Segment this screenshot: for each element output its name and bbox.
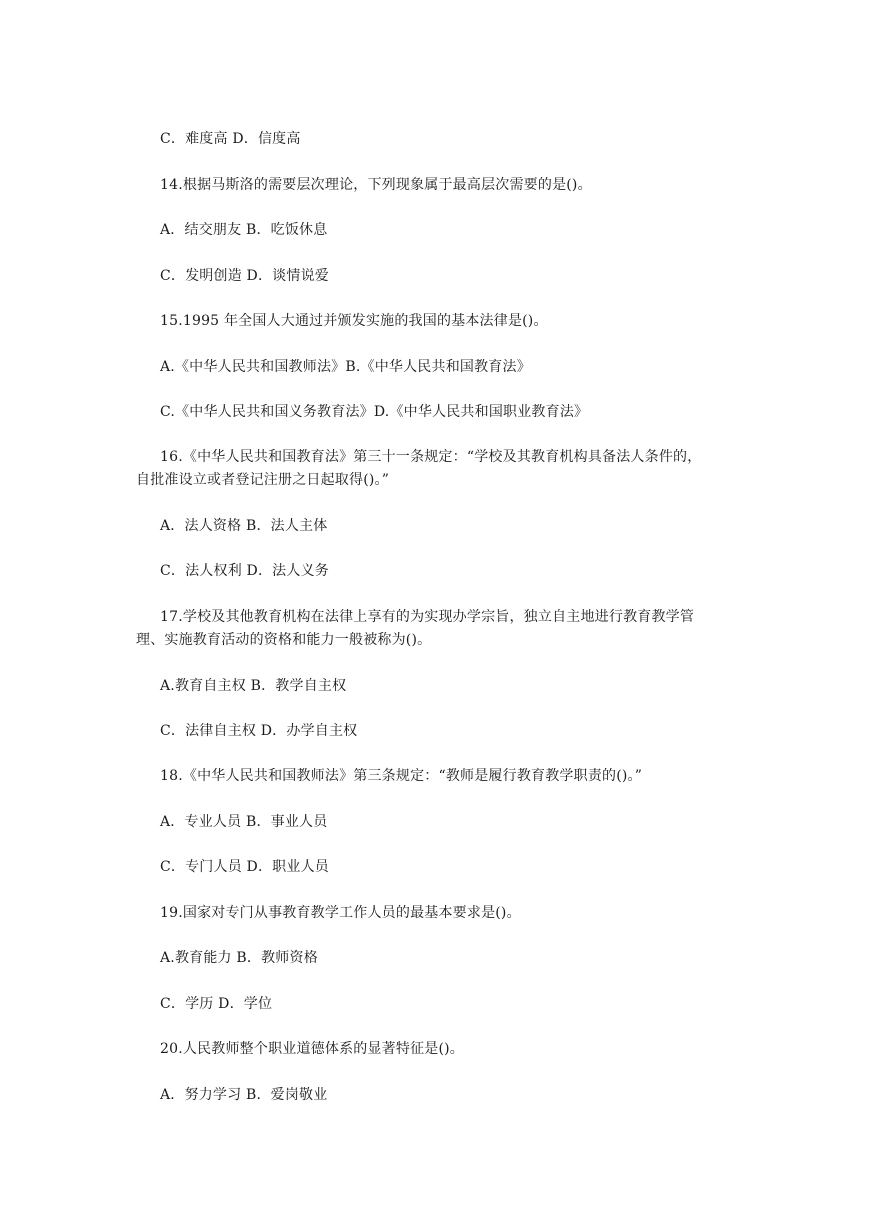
- q20-stem: 20.人民教师整个职业道德体系的显著特征是()。: [160, 1041, 464, 1057]
- q14-options-cd: C．发明创造 D．谈情说爱: [160, 268, 329, 284]
- q20-options-ab: A．努力学习 B．爱岗敬业: [160, 1087, 328, 1103]
- q18-options-ab: A．专业人员 B．事业人员: [160, 814, 328, 830]
- q18-stem: 18.《中华人民共和国教师法》第三条规定：“教师是履行教育教学职责的()。”: [160, 768, 643, 784]
- q19-options-ab: A.教育能力 B．教师资格: [160, 950, 318, 966]
- q18-options-cd: C．专门人员 D．职业人员: [160, 859, 329, 875]
- q15-stem: 15.1995 年全国人大通过并颁发实施的我国的基本法律是()。: [160, 313, 548, 329]
- q17-stem-line2: 理、实施教育活动的资格和能力一般被称为()。: [136, 632, 432, 648]
- q17-stem: [136, 606, 736, 652]
- q13-options-cd: C．难度高 D．信度高: [160, 131, 301, 147]
- q17-stem-line1: 17.学校及其他教育机构在法律上享有的为实现办学宗旨，独立自主地进行教育教学管: [160, 609, 695, 625]
- q14-stem: 14.根据马斯洛的需要层次理论，下列现象属于最高层次需要的是()。: [160, 177, 592, 193]
- q16-stem: [136, 446, 736, 492]
- q16-options-ab: A．法人资格 B．法人主体: [160, 518, 328, 534]
- q19-options-cd: C．学历 D．学位: [160, 996, 273, 1012]
- q14-options-ab: A．结交朋友 B．吃饭休息: [160, 222, 328, 238]
- q15-options-cd: C.《中华人民共和国义务教育法》D.《中华人民共和国职业教育法》: [160, 404, 589, 420]
- q16-stem-line1: 16.《中华人民共和国教育法》第三十一条规定：“学校及其教育机构具备法人条件的，: [160, 449, 702, 465]
- q17-options-cd: C．法律自主权 D．办学自主权: [160, 723, 358, 739]
- q15-options-ab: A.《中华人民共和国教师法》B.《中华人民共和国教育法》: [160, 359, 531, 375]
- q19-stem: 19.国家对专门从事教育教学工作人员的最基本要求是()。: [160, 905, 521, 921]
- q17-options-ab: A.教育自主权 B．教学自主权: [160, 678, 347, 694]
- q16-stem-line2: 自批准设立或者登记注册之日起取得()。”: [136, 472, 390, 488]
- q16-options-cd: C．法人权利 D．法人义务: [160, 563, 329, 579]
